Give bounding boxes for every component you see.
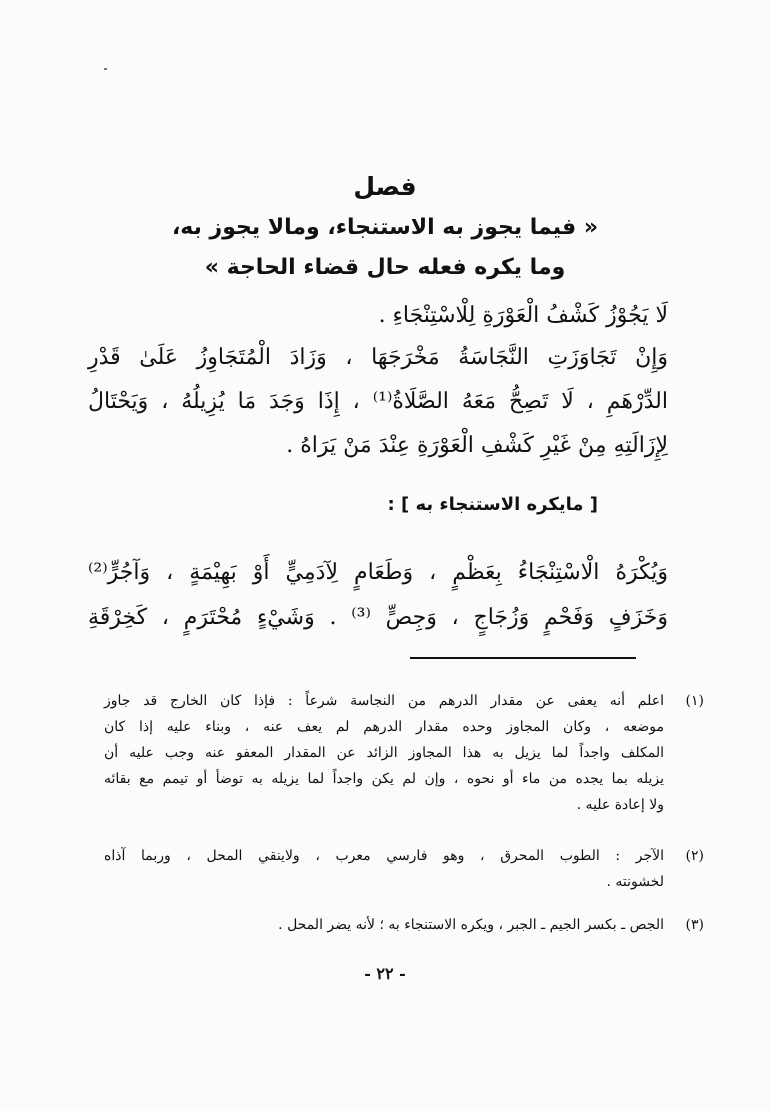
footnote-line: ولا إعادة عليه . bbox=[576, 797, 664, 813]
body-text-line: وَيُكْرَهُ الْاسْتِنْجَاءُ بِعَظْمٍ ، وَطَعَامٍ لِآدَمِيٍّ أَوْ بَهِيْمَةٍ ، وَآجُرٍّ⁽²⁾ bbox=[88, 560, 668, 585]
body-text-line: وَإِنْ تَجَاوَزَتِ النَّجَاسَةُ مَخْرَجَهَا ، وَزَادَ الْمُتَجَاوِزُ عَلَىٰ قَدْرِ bbox=[88, 345, 668, 370]
footnote-1 bbox=[104, 688, 704, 818]
body-text-line: الدِّرْهَمِ ، لَا تَصِحُّ مَعَهُ الصَّلَاةُ⁽¹⁾ ، إِذَا وَجَدَ مَا يُزِيلُهُ ، وَيَحْتَالُ bbox=[88, 389, 668, 414]
footnote-line: المكلف واجداً لما يزيل به هذا المجاوز الزائد عن المقدار المعفو عنه وجب عليه أن bbox=[104, 745, 664, 761]
section-label: [ مايكره الاستنجاء به ] : bbox=[387, 494, 598, 515]
footnote-2 bbox=[104, 843, 704, 895]
footnote-number: (٣) bbox=[685, 917, 704, 933]
chapter-subtitle-line-1: « فيما يجوز به الاستنجاء، ومالا يجوز به، bbox=[171, 215, 599, 240]
chapter-subtitle-line-2: وما يكره فعله حال قضاء الحاجة » bbox=[204, 255, 566, 280]
footnote-line: موضعه ، وكان المجاوز وحده مقدار الدرهم لم يعف عنه ، وبناء عليه إذا كان bbox=[104, 719, 664, 735]
body-text-line: وَخَزَفٍ وَفَحْمٍ وَزُجَاجٍ ، وَجِصٍّ ⁽³⁾ . وَشَيْءٍ مُحْتَرَمٍ ، كَخِرْقَةِ bbox=[88, 605, 668, 630]
footnote-line: يزيله بما يجده من ماء أو نحوه ، وإن لم يكن واجداً لما يزيله به توضأ أو تيمم مع بقائه bbox=[104, 771, 664, 787]
footnote-separator bbox=[410, 657, 636, 659]
footnote-line: لخشونته . bbox=[606, 874, 664, 890]
footnote-line: الآجر : الطوب المحرق ، وهو فارسي معرب ، ولاينقي المحل ، وربما آذاه bbox=[104, 848, 664, 864]
chapter-title: فصل bbox=[353, 172, 417, 201]
footnote-number: (٢) bbox=[685, 848, 704, 864]
body-text-line: لِإِزَالَتِهِ مِنْ غَيْرِ كَشْفِ الْعَوْرَةِ عِنْدَ مَنْ يَرَاهُ . bbox=[286, 433, 668, 458]
scan-speck bbox=[104, 68, 107, 70]
footnote-number: (١) bbox=[685, 693, 704, 709]
page-number: - ٢٢ - bbox=[364, 964, 406, 983]
footnote-line: الجص ـ بكسر الجيم ـ الجبر ، ويكره الاستنجاء به ؛ لأنه يضر المحل . bbox=[278, 917, 664, 933]
body-text-line: لَا يَجُوْزُ كَشْفُ الْعَوْرَةِ لِلْاسْتِنْجَاءِ . bbox=[378, 303, 668, 328]
footnote-line: اعلم أنه يعفى عن مقدار الدرهم من النجاسة شرعاً : فإذا كان الخارج قد جاوز bbox=[104, 693, 664, 709]
footnote-3 bbox=[104, 912, 704, 938]
